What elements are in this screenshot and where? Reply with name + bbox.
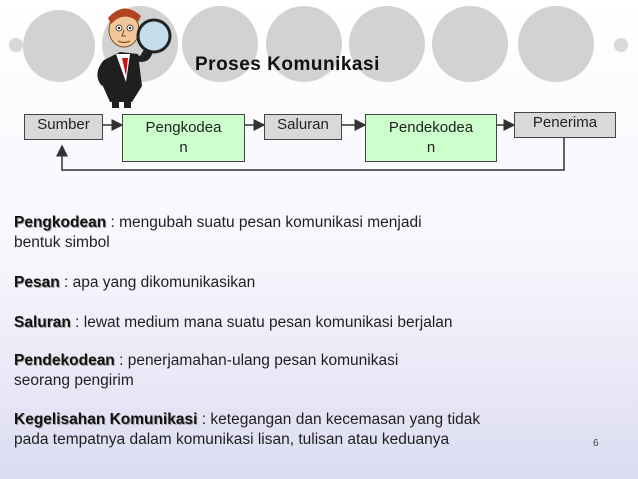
desc-kegelisahan: : ketegangan dan kecemasan yang tidak [197,411,481,428]
term-saluran: Saluran [14,314,71,331]
bg-circle-6 [432,6,508,82]
bg-circle-1 [23,10,95,82]
flow-label-pengkodean-2: n [179,139,188,156]
flow-label-pendekodean-2: n [426,139,436,156]
term-pendekodean: Pendekodean [14,352,115,369]
page-number: 6 [593,438,599,449]
term-kegelisahan: Kegelisahan Komunikasi [14,411,198,428]
term-pengkodean: Pengkodean [14,214,107,231]
flow-box-saluran [264,114,342,140]
flow-box-sumber [24,114,103,140]
desc-pendekodean-2: seorang pengirim [14,372,134,389]
flow-box-pengkodean [122,114,245,162]
definition-pengkodean [14,213,422,253]
bg-dot-1 [9,38,23,52]
flow-label-sumber: Sumber [37,116,90,133]
definition-pendekodean [14,351,398,391]
bg-dot-2 [614,38,628,52]
flow-label-pendekodean-1: Pendekodea [388,119,474,136]
flow-label-penerima: Penerima [532,114,598,131]
desc-saluran: : lewat medium mana suatu pesan komunikasi berjalan [70,314,453,331]
flow-label-saluran: Saluran [277,116,329,133]
flow-box-pendekodean [365,114,497,162]
flow-label-pengkodean-1: Pengkodea [145,119,222,136]
bg-circle-7 [518,6,594,82]
desc-pesan: : apa yang dikomunikasikan [59,274,256,291]
definition-kegelisahan [14,410,480,450]
definition-saluran [14,313,453,333]
desc-pendekodean: : penerjamahan-ulang pesan komunikasi [114,352,399,369]
page-title: Proses Komunikasi [195,54,380,75]
detective-magnifier-icon [86,2,178,110]
flow-box-penerima [514,112,616,138]
term-pesan: Pesan [14,274,60,291]
desc-pengkodean-2: bentuk simbol [14,234,110,251]
desc-kegelisahan-2: pada tempatnya dalam komunikasi lisan, tulisan atau keduanya [14,431,450,448]
desc-pengkodean: : mengubah suatu pesan komunikasi menjadi [106,214,422,231]
definition-pesan [14,273,255,293]
